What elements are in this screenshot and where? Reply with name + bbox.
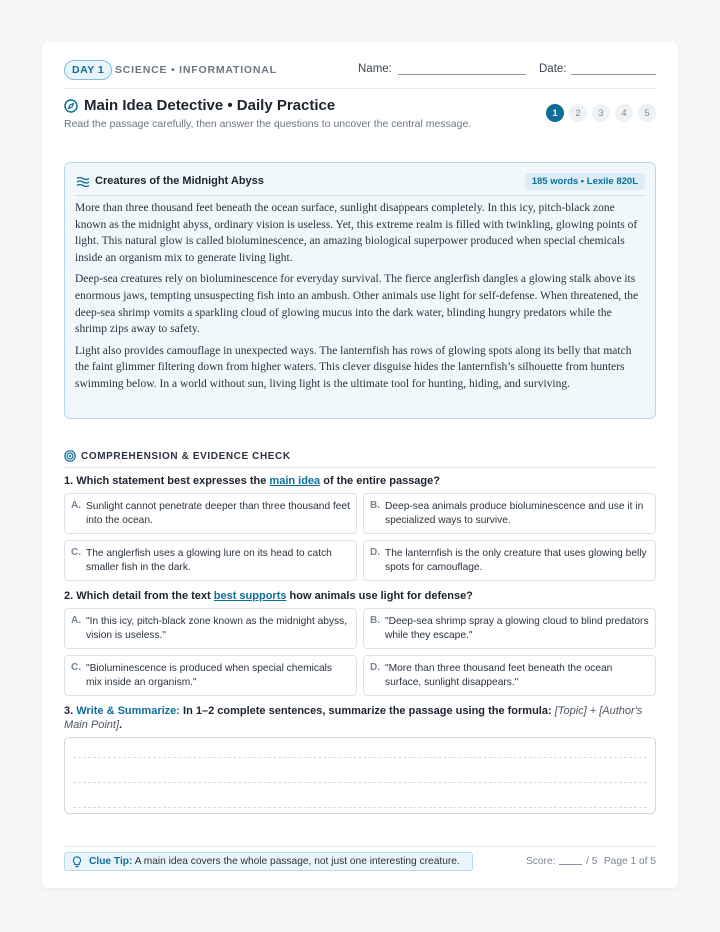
question-3 (64, 704, 656, 732)
tip-label: Clue Tip: (89, 856, 133, 867)
option-text: "In this icy, pitch-black zone known as the midnight abyss, vision is useless." (86, 616, 348, 642)
question-text: of the entire passage? (320, 475, 440, 487)
header-row (64, 60, 656, 80)
target-icon (64, 450, 76, 462)
score-field (526, 856, 597, 867)
word-count-badge: 185 words • Lexile 820L (525, 173, 645, 190)
passage-paragraph: More than three thousand feet beneath the ocean surface, sunlight disappears completely. In this icy, pitch-black zone known as the midnight abyss, ordinary vision is useless. Yet, this extreme realm is filled with twinkling, glowing points of light. This natural glow is called bioluminescence, an amazing biological superpower produced when special chemicals inside an organism mix to generate living light. (75, 202, 638, 264)
waves-icon (76, 176, 90, 188)
lightbulb-icon (72, 856, 82, 868)
pager-item-5[interactable]: 5 (638, 104, 656, 122)
page-title: Main Idea Detective • Daily Practice (84, 97, 336, 114)
divider (64, 467, 656, 468)
pager-item-3[interactable]: 3 (592, 104, 610, 122)
date-label: Date: (539, 63, 567, 75)
section-title: COMPREHENSION & EVIDENCE CHECK (81, 451, 291, 462)
option-text: "Deep-sea shrimp spray a glowing cloud to blind predators while they escape." (385, 616, 649, 642)
subject-label: SCIENCE • INFORMATIONAL (115, 64, 277, 76)
q1-option-b[interactable] (363, 493, 656, 534)
option-letter: C. (71, 662, 81, 673)
pager-item-2[interactable]: 2 (569, 104, 587, 122)
question-text: how animals use light for defense? (286, 590, 473, 602)
question-text: . (119, 719, 123, 731)
question-1 (64, 475, 440, 487)
tip-text (89, 856, 460, 867)
passage-paragraph: Light also provides camouflage in unexpected ways. The lanternfish has rows of glowing spots along its belly that match the faint glimmer filtering down from higher waters. This clever disguise hides the lanternfish’s silhouette from hunters swimming below. In a world without sun, living light is the ultimate tool for hunting, hiding, and surviving. (75, 344, 632, 390)
tip-body: A main idea covers the whole passage, not just one interesting creature. (134, 856, 460, 867)
passage-text (75, 200, 645, 398)
option-letter: A. (71, 615, 81, 626)
pager-item-4[interactable]: 4 (615, 104, 633, 122)
option-text: Sunlight cannot penetrate deeper than three thousand feet into the ocean. (86, 501, 350, 527)
divider (64, 846, 656, 847)
summary-formula: [Topic] + [Author's Main Point] (64, 705, 643, 731)
option-text: "Bioluminescence is produced when special chemicals mix inside an organism." (86, 663, 332, 689)
summary-answer-box[interactable] (64, 737, 656, 814)
compass-icon (64, 99, 78, 113)
option-text: "More than three thousand feet beneath the ocean surface, sunlight disappears." (385, 663, 613, 689)
name-field[interactable] (398, 74, 526, 75)
question-keyword: main idea (269, 475, 321, 487)
question-keyword: best supports (213, 590, 287, 602)
option-letter: D. (370, 662, 380, 673)
q2-option-d[interactable] (363, 655, 656, 696)
question-keyword: Write & Summarize: (76, 705, 180, 717)
writing-line (73, 782, 647, 783)
option-text: Deep-sea animals produce bioluminescence and use it in specialized ways to survive. (385, 501, 644, 527)
q2-option-b[interactable] (363, 608, 656, 649)
divider (64, 88, 656, 89)
score-total: / 5 (586, 856, 598, 867)
question-number: 3. (64, 705, 77, 717)
day-pager (546, 104, 656, 122)
writing-line (73, 757, 647, 758)
page-number: Page 1 of 5 (603, 856, 656, 867)
date-field[interactable] (571, 74, 656, 75)
option-letter: C. (71, 547, 81, 558)
option-letter: D. (370, 547, 380, 558)
passage-paragraph: Deep-sea creatures rely on bioluminescence for everyday survival. The fierce anglerfish dangles a glowing stalk above its enormous jaws, tempting unsuspecting fish into an ambush. Other animals use light for self-defense. When threatened, the deep-sea shrimp vomits a sparkling cloud of glowing mucus into the dark water, blinding hungry predators while the shrimp zips away to safety. (75, 273, 639, 336)
divider (75, 195, 645, 196)
passage-card (64, 162, 656, 419)
passage-title: Creatures of the Midnight Abyss (95, 175, 264, 187)
option-text: The anglerfish uses a glowing lure on its head to catch smaller fish in the dark. (86, 548, 332, 574)
option-letter: A. (71, 500, 81, 511)
day-badge: DAY 1 (64, 60, 112, 80)
q1-option-d[interactable] (363, 540, 656, 581)
option-text: The lanternfish is the only creature that uses glowing belly spots for camouflage. (385, 548, 647, 574)
question-text: 1. Which statement best expresses the (64, 475, 270, 487)
question-text: 2. Which detail from the text (64, 590, 214, 602)
name-label: Name: (358, 63, 392, 75)
q1-option-c[interactable] (64, 540, 357, 581)
q2-option-a[interactable] (64, 608, 357, 649)
pager-item-1[interactable]: 1 (546, 104, 564, 122)
page-subtitle: Read the passage carefully, then answer the questions to uncover the central message. (64, 118, 472, 130)
writing-line (73, 807, 647, 808)
question-text: In 1–2 complete sentences, summarize the passage using the formula: (179, 705, 555, 717)
passage-header (75, 172, 645, 192)
q1-option-a[interactable] (64, 493, 357, 534)
q2-option-c[interactable] (64, 655, 357, 696)
clue-tip (64, 852, 473, 871)
score-blank[interactable] (559, 864, 582, 865)
option-letter: B. (370, 500, 380, 511)
score-label: Score: (526, 856, 556, 867)
question-2 (64, 590, 473, 602)
option-letter: B. (370, 615, 380, 626)
worksheet-page (42, 42, 678, 888)
